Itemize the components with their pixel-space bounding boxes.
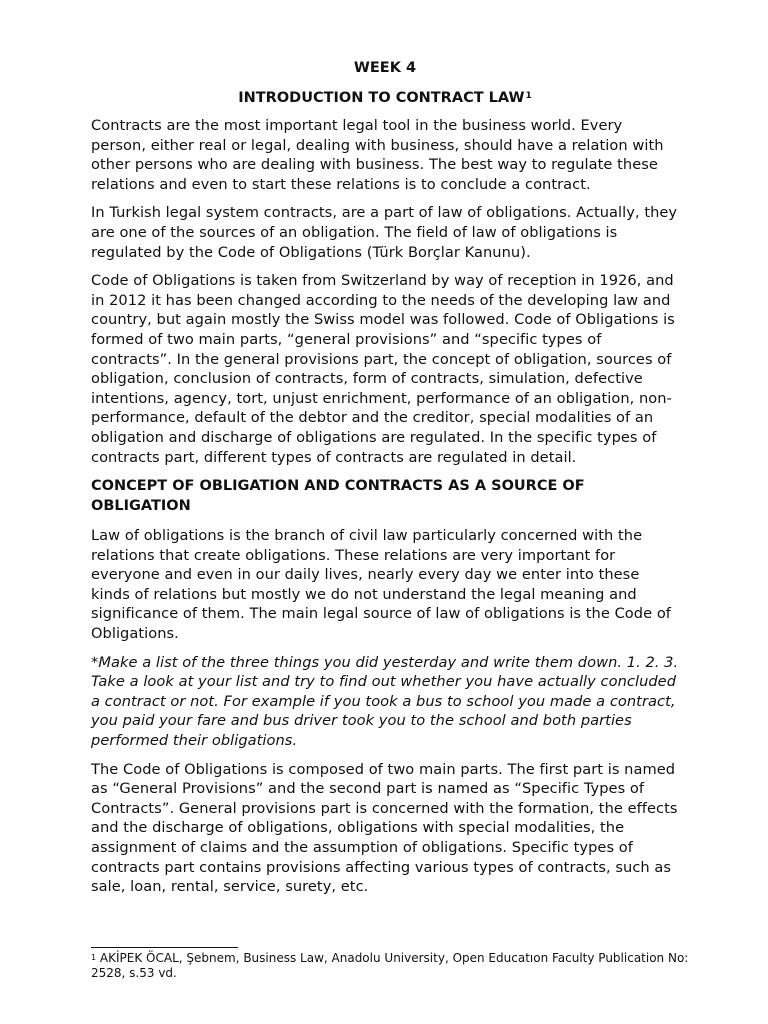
footnote-text: AKİPEK ÖCAL, Şebnem, Business Law, Anadolu University, Open Educatıon Faculty Publication No: 2528, s.53 vd. — [91, 951, 689, 980]
paragraph-contracts-intro: Contracts are the most important legal tool in the business world. Every person, either real or legal, dealing with business, should have a relation with other persons who are dealing with business. The best way to regulate these relations and even to start these relations is to conclude a contract. — [91, 117, 664, 193]
paragraph-code-of-obligations-history: Code of Obligations is taken from Switzerland by way of reception in 1926, and in 2012 it has been changed according to the needs of the developing law and country, but again mostly the Swiss model was followed. Code of Obligations is formed of two main parts, “general provisions” and “specific types of contracts”. In the general provisions part, the concept of obligation, sources of obligation, conclusion of contracts, form of contracts, simulation, defective intentions, agency, tort, unjust enrichment, performance of an obligation, non-performance, default of the debtor and the creditor, special modalities of an obligation and discharge of obligations are regulated. In the specific types of contracts part, different types of contracts are regulated in detail. — [91, 272, 675, 466]
title-text: INTRODUCTION TO CONTRACT LAW — [238, 90, 525, 106]
footnote — [91, 951, 691, 981]
footnote-marker: 1 — [91, 953, 97, 962]
week-label: WEEK 4 — [353, 60, 417, 76]
section-heading: CONCEPT OF OBLIGATION AND CONTRACTS AS A SOURCE OF OBLIGATION — [91, 478, 585, 515]
paragraph-code-structure: The Code of Obligations is composed of two main parts. The first part is named as “General Provisions” and the second part is named as “Specific Types of Contracts”. General provisions part is concerned with the formation, the effects and the discharge of obligations, obligations with special modalities, the assignment of claims and the assumption of obligations. Specific types of contracts part contains provisions affecting various types of contracts, such as sale, loan, rental, service, surety, etc. — [91, 760, 678, 896]
paragraph-law-of-obligations: Law of obligations is the branch of civil law particularly concerned with the relations that create obligations. These relations are very important for everyone and even in our daily lives, nearly every day we enter into these kinds of relations but mostly we do not understand the legal meaning and significance of them. The main legal source of law of obligations is the Code of Obligations. — [91, 527, 671, 643]
document-page — [91, 56, 679, 906]
exercise-paragraph: *Make a list of the three things you did yesterday and write them down. 1. 2. 3. Take a look at your list and try to find out whether you have actually concluded a contract or not. For example if you took a bus to school you made a contract, you paid your fare and bus driver took you to the school and both parties performed their obligations. — [91, 653, 679, 750]
title-footnote-marker: 1 — [525, 91, 532, 101]
page-title — [91, 86, 679, 110]
footnote-divider — [91, 947, 238, 948]
paragraph-turkish-legal-system: In Turkish legal system contracts, are a part of law of obligations. Actually, they are one of the sources of an obligation. The field of law of obligations is regulated by the Code of Obligations (Türk Borçlar Kanunu). — [91, 204, 678, 261]
